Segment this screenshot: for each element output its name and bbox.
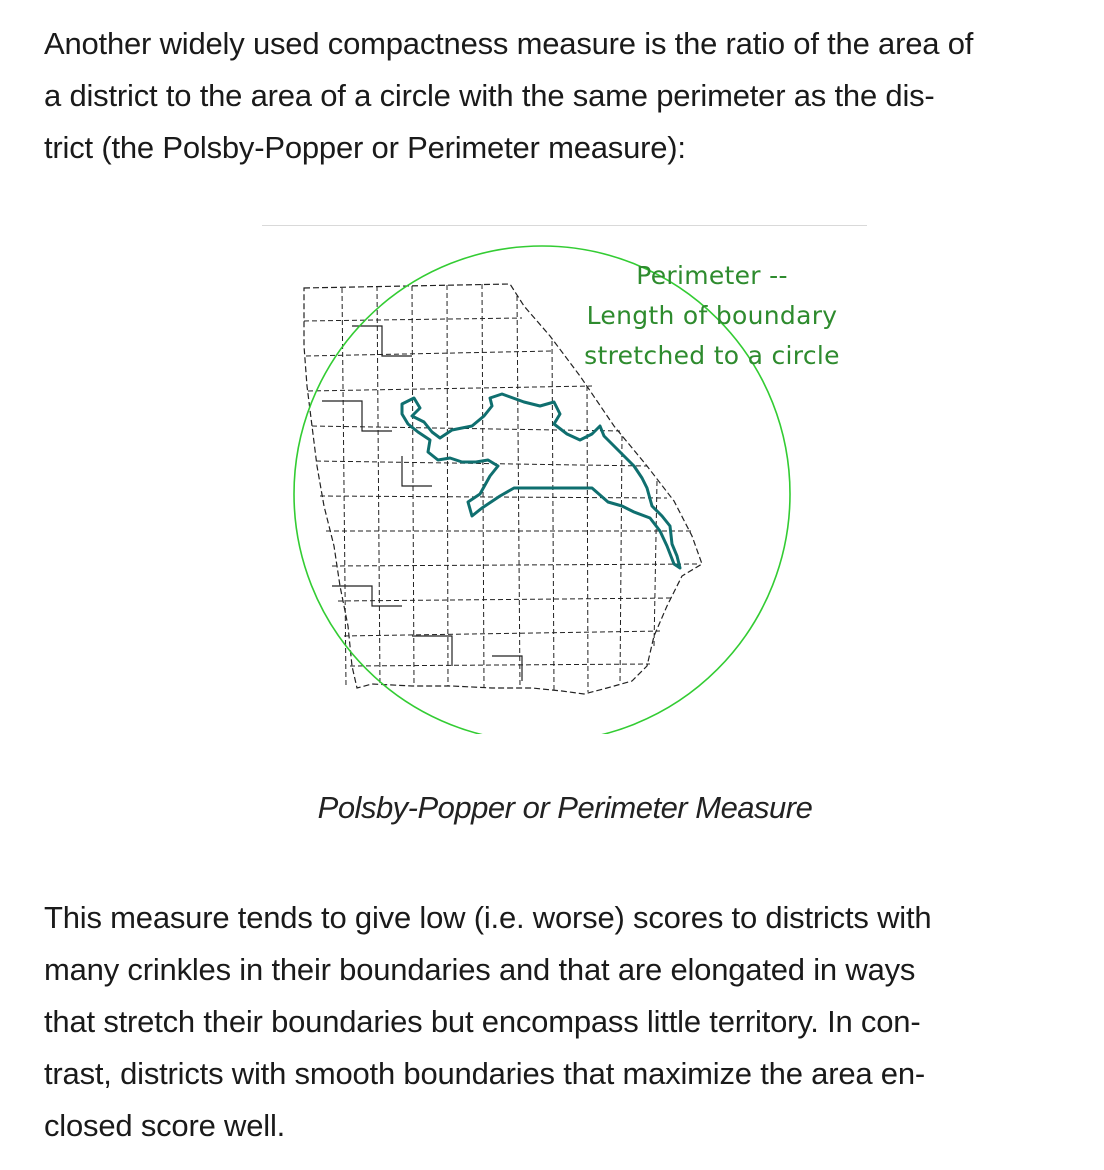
figure-label-line: Perimeter --: [636, 261, 788, 290]
body-line: that stretch their boundaries but encompass little territory. In con-: [44, 1004, 921, 1039]
intro-paragraph: [44, 18, 1090, 174]
district-outline: [402, 394, 680, 568]
figure-label-line: stretched to a circle: [584, 341, 840, 370]
polsby-popper-figure: [262, 225, 867, 734]
county-solid-edges: [322, 326, 522, 681]
intro-line: trict (the Polsby-Popper or Perimeter measure):: [44, 130, 686, 165]
intro-line: a district to the area of a circle with the same perimeter as the dis-: [44, 78, 935, 113]
figure-label: [562, 256, 862, 376]
figure-label-line: Length of boundary: [586, 301, 838, 330]
body-line: trast, districts with smooth boundaries that maximize the area en-: [44, 1056, 926, 1091]
figure-caption: Polsby-Popper or Perimeter Measure: [317, 790, 813, 825]
body-line: This measure tends to give low (i.e. worse) scores to districts with: [44, 900, 932, 935]
body-line: many crinkles in their boundaries and that are elongated in ways: [44, 952, 916, 987]
body-paragraph: [44, 892, 1090, 1152]
intro-line: Another widely used compactness measure is the ratio of the area of: [44, 26, 974, 61]
body-line: closed score well.: [44, 1108, 286, 1143]
